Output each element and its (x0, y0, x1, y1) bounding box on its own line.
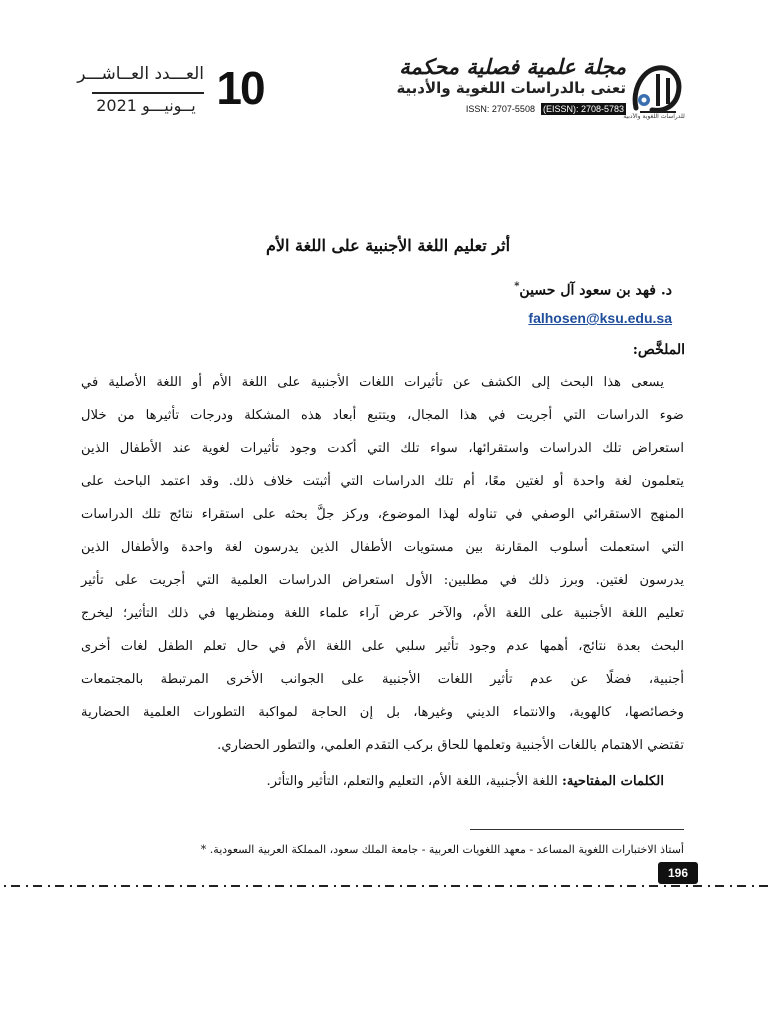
author-footnote-mark: * (514, 281, 520, 292)
abstract-line: تعليم اللغة الأجنبية على اللغة الأم، والآخر عرض آراء علماء اللغة ومنظريها في ذلك التأثير؛ ليخرج (81, 606, 684, 621)
abstract-line: ضوء الدراسات التي أجريت في هذا المجال، ويتتبع أبعاد هذه المشكلة ودرجات تأثيرها من خلال (81, 408, 684, 423)
abstract-line: البحث بعدة نتائج، أهمها عدم وجود تأثير سلبي على اللغة الأم في حال تعلم الطفل لغات أخرى (81, 639, 684, 654)
journal-name: مجلة علمية فصلية محكمة (399, 54, 626, 79)
issue-date: يــونيـــو 2021 (96, 96, 196, 115)
page-footer-rule (0, 885, 768, 887)
abstract-line: يتعلمون لغة واحدة أو لغتين معًا، أم تلك الدراسات التي أثبتت خلاف ذلك. وقد اعتمد الباحث على (81, 474, 684, 489)
journal-masthead (386, 52, 686, 124)
issue-info (77, 62, 278, 122)
journal-tagline: تعنى بالدراسات اللغوية والأدبية (396, 79, 626, 97)
keywords (267, 774, 664, 789)
eissn-label: (EISSN): 2708-5783 (542, 104, 624, 114)
keywords-label: الكلمات المفتاحية: (561, 774, 664, 789)
page-number-badge: 196 (658, 862, 698, 884)
abstract-line: يسعى هذا البحث إلى الكشف عن تأثيرات اللغات الأجنبية على اللغة الأم أو اللغة الأصلية في (81, 375, 664, 390)
issue-divider (92, 92, 204, 94)
abstract-line: المنهج الاستقرائي الوصفي في تناوله لهذا الموضوع، وركز جلَّ بحثه على استقراء نتائج تلك الدراسات (81, 507, 684, 522)
footnote-divider (470, 829, 684, 830)
article-title: أثر تعليم اللغة الأجنبية على اللغة الأم (265, 236, 511, 255)
abstract-line: يدرسون لغتين. وبرز ذلك في مطلبين: الأول استعراض الدراسات العلمية التي أجريت على تأثير (81, 573, 684, 588)
author-name (514, 281, 672, 299)
logo-subtitle: للدراسات اللغوية والأدبية (623, 113, 685, 120)
issn-row (464, 103, 626, 115)
abstract-line: أجنبية، فضلًا عن عدم تأثير اللغات الأجنبية على الجوانب الأخرى المرتبطة بالمجتمعات (81, 672, 684, 687)
keywords-text: اللغة الأجنبية، اللغة الأم، التعليم والتعلم، التأثير والتأثر. (266, 774, 558, 789)
abstract-body (81, 366, 684, 762)
author-name-text: د. فهد بن سعود آل حسين (519, 282, 672, 299)
issn-label: ISSN: 2707-5508 (465, 104, 535, 114)
author-footnote: أستاذ الاختبارات اللغوية المساعد - معهد اللغويات العربية - جامعة الملك سعود، المملكة العربية السعودية. * (200, 843, 684, 856)
author-email-link[interactable]: falhosen@ksu.edu.sa (528, 310, 672, 326)
abstract-line: تقتضي الاهتمام باللغات الأجنبية وتعلمها للحاق بركب التقدم العلمي، والتطور الحضاري. (217, 738, 684, 753)
issue-number: 10 (216, 62, 264, 114)
page-header (77, 52, 686, 126)
abstract-line: التي استعملت أسلوب المقارنة بين مستويات الأطفال الذين يدرسون لغة واحدة والأطفال الذين (81, 540, 684, 555)
abstract-line: استعراض تلك الدراسات واستقرائها، سواء تلك التي أكدت وجود تأثيرات لغوية عند الأطفال الذين (81, 441, 684, 456)
abstract-heading: الملخَّص: (632, 342, 685, 358)
issue-label: العـــدد العــاشـــر (77, 64, 204, 84)
abstract-line: وخصائصها، كالهوية، والانتماء الديني وغيرها، بل إن الحاجة لمواكبة التطورات العلمية الحضارية (81, 705, 684, 720)
